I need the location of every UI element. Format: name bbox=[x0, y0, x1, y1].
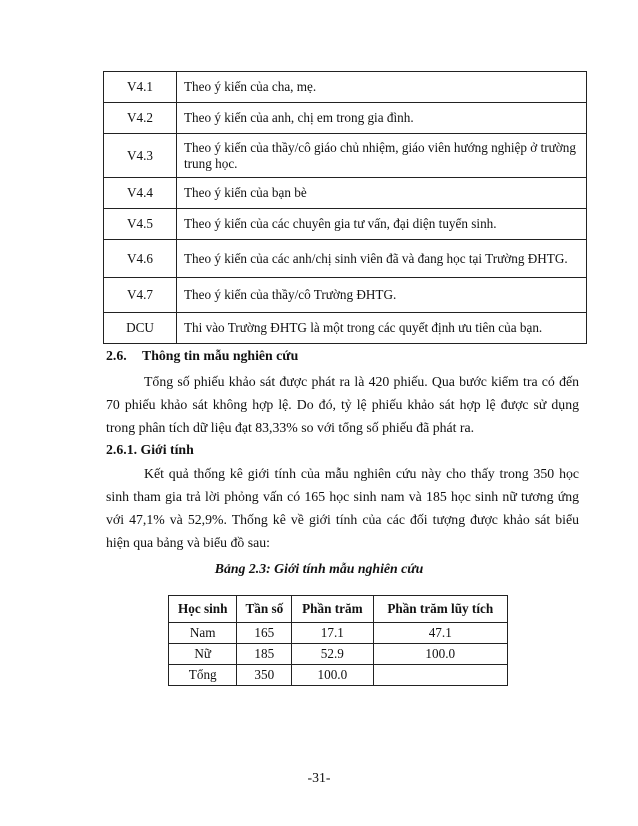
section-paragraph-text: Tổng số phiếu khảo sát được phát ra là 420 phiếu. Qua bước kiểm tra có đến 70 phiếu khảo sát không hợp lệ. Do đó, tỷ lệ phiếu khảo sát hợp lệ được sử dụng trong phân tích dữ liệu đạt 83,33% so với tổng số phiếu đã phát ra. bbox=[106, 374, 579, 435]
column-header: Tần số bbox=[237, 596, 292, 623]
table-row bbox=[104, 103, 587, 134]
table-row bbox=[104, 72, 587, 103]
table-cell: 185 bbox=[237, 644, 292, 665]
variable-code: DCU bbox=[104, 313, 177, 344]
variable-code: V4.5 bbox=[104, 209, 177, 240]
variable-description: Thi vào Trường ĐHTG là một trong các quyết định ưu tiên của bạn. bbox=[177, 313, 587, 344]
section-title: Thông tin mẫu nghiên cứu bbox=[142, 348, 299, 363]
column-header: Học sinh bbox=[169, 596, 237, 623]
table-row bbox=[104, 313, 587, 344]
subsection-paragraph-text: Kết quả thống kê giới tính của mẫu nghiên cứu này cho thấy trong 350 học sinh tham gia trả lời phỏng vấn có 165 học sinh nam và 185 học sinh nữ tương ứng với 47,1% và 52,9%. Thống kê về giới tính của các đối tượng được khảo sát biểu hiện qua bảng và biểu đồ sau: bbox=[106, 466, 579, 550]
table-row bbox=[104, 178, 587, 209]
subsection-heading: 2.6.1. Giới tính bbox=[106, 442, 194, 457]
column-header: Phần trăm bbox=[292, 596, 373, 623]
section-paragraph bbox=[106, 370, 579, 439]
column-header: Phần trăm lũy tích bbox=[373, 596, 508, 623]
variable-description: Theo ý kiến của các chuyên gia tư vấn, đại diện tuyển sinh. bbox=[177, 209, 587, 240]
page-number: -31- bbox=[307, 770, 331, 785]
table-row bbox=[104, 278, 587, 313]
variables-table bbox=[103, 71, 587, 344]
table-row bbox=[104, 209, 587, 240]
table-cell: 100.0 bbox=[292, 665, 373, 686]
gender-stats-table bbox=[168, 595, 508, 686]
table-cell: 165 bbox=[237, 623, 292, 644]
table-cell bbox=[373, 665, 508, 686]
section-number: 2.6. bbox=[106, 348, 127, 363]
table-cell: 47.1 bbox=[373, 623, 508, 644]
variable-description: Theo ý kiến của thầy/cô giáo chủ nhiệm, giáo viên hướng nghiệp ở trường trung học. bbox=[177, 134, 587, 178]
table-row bbox=[169, 665, 508, 686]
variable-code: V4.7 bbox=[104, 278, 177, 313]
table-row bbox=[104, 134, 587, 178]
table-row bbox=[169, 644, 508, 665]
subsection-paragraph bbox=[106, 462, 579, 554]
table-cell: 17.1 bbox=[292, 623, 373, 644]
table-cell: 350 bbox=[237, 665, 292, 686]
variable-code: V4.4 bbox=[104, 178, 177, 209]
table-cell: Nữ bbox=[169, 644, 237, 665]
table-cell: Nam bbox=[169, 623, 237, 644]
variable-code: V4.6 bbox=[104, 240, 177, 278]
table-cell: 100.0 bbox=[373, 644, 508, 665]
variable-description: Theo ý kiến của các anh/chị sinh viên đã và đang học tại Trường ĐHTG. bbox=[177, 240, 587, 278]
table-cell: Tổng bbox=[169, 665, 237, 686]
table-row bbox=[169, 623, 508, 644]
variable-code: V4.3 bbox=[104, 134, 177, 178]
variable-description: Theo ý kiến của cha, mẹ. bbox=[177, 72, 587, 103]
variable-description: Theo ý kiến của bạn bè bbox=[177, 178, 587, 209]
table-header-row bbox=[169, 596, 508, 623]
table-row bbox=[104, 240, 587, 278]
variable-code: V4.2 bbox=[104, 103, 177, 134]
table-caption: Bảng 2.3: Giới tính mẫu nghiên cứu bbox=[214, 561, 424, 576]
table-cell: 52.9 bbox=[292, 644, 373, 665]
section-heading bbox=[106, 348, 298, 364]
variable-code: V4.1 bbox=[104, 72, 177, 103]
variable-description: Theo ý kiến của anh, chị em trong gia đình. bbox=[177, 103, 587, 134]
variable-description: Theo ý kiến của thầy/cô Trường ĐHTG. bbox=[177, 278, 587, 313]
